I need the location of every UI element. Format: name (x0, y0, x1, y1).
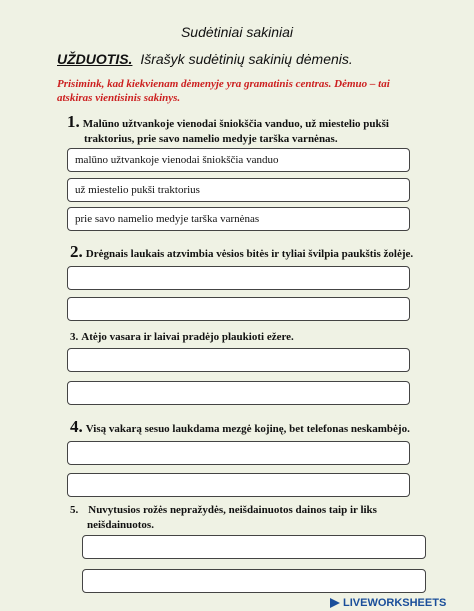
question-text: Malūno užtvankoje vienodai šniokščia vanduo, už miestelio pukši (82, 118, 389, 130)
answer-field[interactable] (82, 569, 426, 593)
answer-field[interactable] (82, 535, 426, 559)
question-4 (70, 419, 430, 437)
question-text: Visą vakarą sesuo laukdama mezgė kojinę, bet telefonas neskambėjo. (85, 423, 410, 435)
answer-field[interactable] (67, 266, 410, 290)
question-text: Drėgnais laukais atzvimbia vėsios bitės ir tyliai švilpia paukštis žolėje. (85, 248, 414, 260)
question-number: 1. (67, 112, 80, 131)
answer-field[interactable] (67, 381, 410, 405)
answer-field[interactable] (67, 297, 410, 321)
question-text-cont: neišdainuotos. (87, 519, 154, 531)
task-text: Išrašyk sudėtinių sakinių dėmenis. (140, 51, 353, 67)
answer-field[interactable] (67, 473, 410, 497)
answer-field[interactable]: prie savo namelio medyje tarška varnėnas (67, 207, 410, 231)
question-1 (67, 114, 407, 147)
question-text: Nuvytusios rožės nepražydės, neišdainuotos dainos taip ir liks (88, 504, 377, 516)
reminder-note: Prisimink, kad kiekvienam dėmenyje yra gramatinis centras. Dėmuo – tai atskiras vientisinis sakinys. (57, 78, 390, 104)
question-number: 4. (70, 417, 83, 436)
page-title: Sudėtiniai sakiniai (180, 24, 294, 40)
task-label: UŽDUOTIS. (57, 51, 133, 67)
question-text: Atėjo vasara ir laivai pradėjo plaukioti ežere. (81, 331, 294, 343)
answer-field[interactable] (67, 441, 410, 465)
question-3 (70, 330, 430, 345)
brand-name: LIVEWORKSHEETS (343, 597, 447, 609)
question-2 (70, 244, 430, 262)
answer-field[interactable]: malūno užtvankoje vienodai šniokščia vanduo (67, 148, 410, 172)
answer-field[interactable] (67, 348, 410, 372)
liveworksheets-logo-icon (330, 598, 340, 608)
question-5 (70, 503, 390, 533)
question-number: 5. (70, 504, 79, 516)
task-heading (57, 51, 353, 67)
answer-field[interactable]: už miestelio pukši traktorius (67, 178, 410, 202)
liveworksheets-footer (330, 596, 446, 610)
question-number: 3. (70, 331, 79, 343)
question-text-cont: traktorius, prie savo namelio medyje tarška varnėnas. (84, 133, 338, 145)
question-number: 2. (70, 242, 83, 261)
